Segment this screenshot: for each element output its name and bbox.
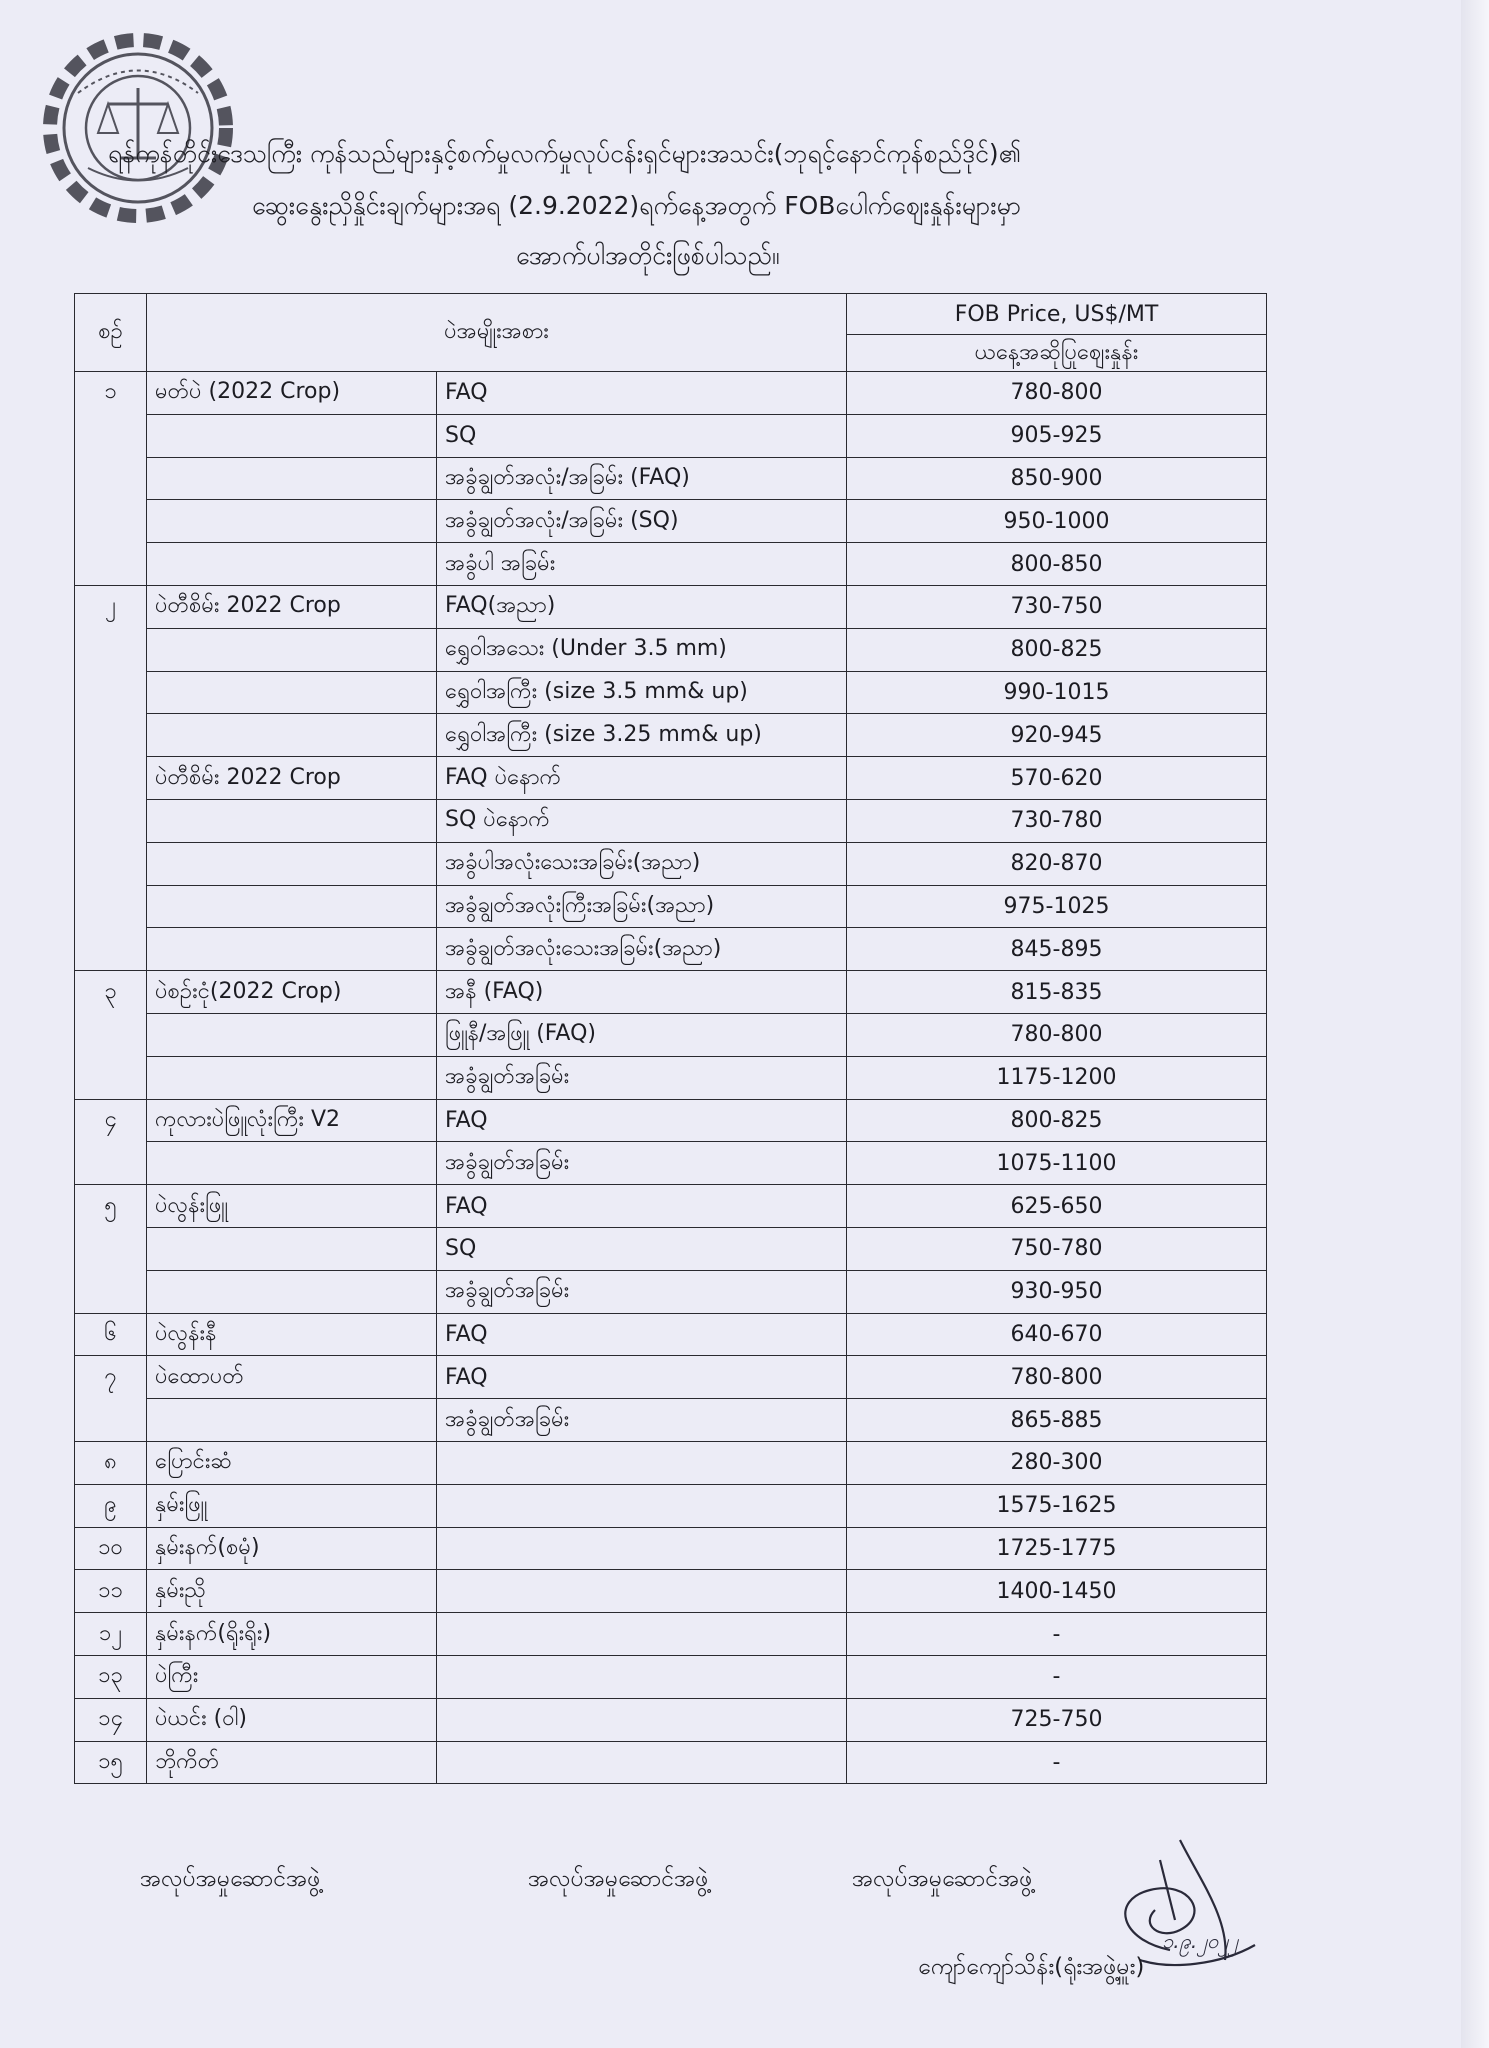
table-row	[75, 543, 1267, 586]
row-serial-number	[75, 628, 147, 671]
table-row	[75, 1441, 1267, 1484]
row-price: 640-670	[847, 1313, 1267, 1356]
row-grade	[437, 1527, 847, 1570]
table-row	[75, 1698, 1267, 1741]
table-row	[75, 628, 1267, 671]
row-bean-name	[147, 1399, 437, 1442]
footer-committee-label-2: အလုပ်အမှုဆောင်အဖွဲ့	[528, 1866, 709, 1892]
row-bean-name: ပဲထောပတ်	[147, 1356, 437, 1399]
row-grade: ရွှေဝါအသေး (Under 3.5 mm)	[437, 628, 847, 671]
row-price: 820-870	[847, 842, 1267, 885]
row-bean-name: ပဲလွန်းနီ	[147, 1313, 437, 1356]
row-price: 725-750	[847, 1698, 1267, 1741]
table-row	[75, 971, 1267, 1014]
row-serial-number: ၂	[75, 585, 147, 628]
row-bean-name: ပဲတီစိမ်း 2022 Crop	[147, 585, 437, 628]
price-table-body	[75, 372, 1267, 1784]
row-bean-name	[147, 842, 437, 885]
row-serial-number	[75, 671, 147, 714]
row-price: 730-780	[847, 799, 1267, 842]
table-row	[75, 1613, 1267, 1656]
row-price: -	[847, 1655, 1267, 1698]
row-serial-number	[75, 1227, 147, 1270]
row-price: 865-885	[847, 1399, 1267, 1442]
row-grade	[437, 1570, 847, 1613]
header-line-1: ရန်ကုန်တိုင်းဒေသကြီး ကုန်သည်များနှင့်စက်မှုလက်မှုလုပ်ငန်းရှင်များအသင်း(ဘုရင့်နောင်ကုန်စည်ဒိုင်)၏	[108, 139, 1021, 168]
row-price: 845-895	[847, 928, 1267, 971]
row-bean-name	[147, 457, 437, 500]
row-grade: FAQ	[437, 1313, 847, 1356]
row-grade: အခွံချွတ်အခြမ်း	[437, 1270, 847, 1313]
row-serial-number: ၃	[75, 971, 147, 1014]
row-bean-name	[147, 1227, 437, 1270]
row-grade: SQ	[437, 414, 847, 457]
row-grade: ရွှေဝါအကြီး (size 3.25 mm& up)	[437, 714, 847, 757]
row-price: 570-620	[847, 757, 1267, 800]
row-price: 850-900	[847, 457, 1267, 500]
row-bean-name: ကုလားပဲဖြူလုံးကြီး V2	[147, 1099, 437, 1142]
row-price: 1400-1450	[847, 1570, 1267, 1613]
row-grade: FAQ	[437, 1099, 847, 1142]
footer-committee-label-1: အလုပ်အမှုဆောင်အဖွဲ့	[140, 1866, 321, 1892]
row-grade	[437, 1741, 847, 1784]
row-serial-number	[75, 928, 147, 971]
row-bean-name: ပဲလွန်းဖြူ	[147, 1185, 437, 1228]
row-price: 1175-1200	[847, 1056, 1267, 1099]
row-serial-number	[75, 457, 147, 500]
row-price: 800-850	[847, 543, 1267, 586]
header-fob-price: FOB Price, US$/MT	[847, 294, 1267, 335]
row-bean-name: နှမ်းနက်(စမုံ)	[147, 1527, 437, 1570]
row-bean-name: နှမ်းနက်(ရိုးရိုး)	[147, 1613, 437, 1656]
fob-price-table	[74, 293, 1267, 1784]
row-serial-number: ၄	[75, 1099, 147, 1142]
table-row	[75, 1484, 1267, 1527]
row-price: 780-800	[847, 372, 1267, 415]
table-row	[75, 757, 1267, 800]
row-serial-number: ၉	[75, 1484, 147, 1527]
header-line-2: ဆွေးနွေးညှိနှိုင်းချက်များအရ (2.9.2022)ရက်နေ့အတွက် FOBပေါက်ဈေးနှုန်းများမှာ	[252, 191, 1022, 220]
table-row	[75, 1099, 1267, 1142]
row-serial-number: ၁၂	[75, 1613, 147, 1656]
row-bean-name	[147, 885, 437, 928]
row-price: 950-1000	[847, 500, 1267, 543]
row-price: 930-950	[847, 1270, 1267, 1313]
row-grade: ဖြူနီ/အဖြူ (FAQ)	[437, 1013, 847, 1056]
signer-name: ကျော်ကျော်သိန်း(ရုံးအဖွဲ့မှူး)	[918, 1954, 1145, 1980]
row-bean-name: ပဲကြီး	[147, 1655, 437, 1698]
table-row	[75, 885, 1267, 928]
row-price: 815-835	[847, 971, 1267, 1014]
table-row	[75, 1227, 1267, 1270]
row-price: 730-750	[847, 585, 1267, 628]
row-serial-number	[75, 1013, 147, 1056]
row-price: 920-945	[847, 714, 1267, 757]
row-grade	[437, 1698, 847, 1741]
header-line-3: အောက်ပါအတိုင်းဖြစ်ပါသည်။	[516, 241, 780, 270]
row-bean-name	[147, 1013, 437, 1056]
table-row	[75, 928, 1267, 971]
row-grade: FAQ(အညာ)	[437, 585, 847, 628]
row-serial-number: ၁	[75, 372, 147, 415]
row-serial-number	[75, 1142, 147, 1185]
row-serial-number	[75, 714, 147, 757]
row-serial-number: ၈	[75, 1441, 147, 1484]
row-price: 990-1015	[847, 671, 1267, 714]
header-bean-type: ပဲအမျိုးအစား	[147, 294, 847, 372]
table-row	[75, 414, 1267, 457]
row-grade: FAQ	[437, 1185, 847, 1228]
row-price: -	[847, 1613, 1267, 1656]
row-serial-number	[75, 500, 147, 543]
row-bean-name: ပဲတီစိမ်း 2022 Crop	[147, 757, 437, 800]
table-row	[75, 372, 1267, 415]
table-row	[75, 1270, 1267, 1313]
row-price: 800-825	[847, 1099, 1267, 1142]
row-bean-name	[147, 671, 437, 714]
row-grade	[437, 1655, 847, 1698]
row-price: 780-800	[847, 1356, 1267, 1399]
row-grade: FAQ	[437, 1356, 847, 1399]
row-bean-name: ပြောင်းဆံ	[147, 1441, 437, 1484]
table-row	[75, 842, 1267, 885]
row-bean-name	[147, 1142, 437, 1185]
row-price: 800-825	[847, 628, 1267, 671]
row-serial-number: ၁၀	[75, 1527, 147, 1570]
row-bean-name: နှမ်းညို	[147, 1570, 437, 1613]
row-price: 975-1025	[847, 885, 1267, 928]
row-bean-name	[147, 628, 437, 671]
row-grade: FAQ ပဲနောက်	[437, 757, 847, 800]
table-row	[75, 585, 1267, 628]
row-bean-name: မတ်ပဲ (2022 Crop)	[147, 372, 437, 415]
row-grade: အခွံပါအလုံးသေးအခြမ်း(အညာ)	[437, 842, 847, 885]
row-bean-name	[147, 928, 437, 971]
row-serial-number	[75, 414, 147, 457]
row-price: 1725-1775	[847, 1527, 1267, 1570]
row-grade: SQ ပဲနောက်	[437, 799, 847, 842]
row-price: 1075-1100	[847, 1142, 1267, 1185]
page-edge	[1461, 0, 1489, 2048]
row-bean-name	[147, 500, 437, 543]
row-grade	[437, 1441, 847, 1484]
row-serial-number: ၁၄	[75, 1698, 147, 1741]
row-grade	[437, 1484, 847, 1527]
row-serial-number	[75, 757, 147, 800]
table-row	[75, 1142, 1267, 1185]
row-bean-name	[147, 799, 437, 842]
table-row	[75, 1013, 1267, 1056]
row-price: 750-780	[847, 1227, 1267, 1270]
table-row	[75, 1056, 1267, 1099]
table-row	[75, 1527, 1267, 1570]
row-price: 1575-1625	[847, 1484, 1267, 1527]
row-bean-name: နှမ်းဖြူ	[147, 1484, 437, 1527]
row-grade	[437, 1613, 847, 1656]
table-row	[75, 1741, 1267, 1784]
footer-committee-label-3: အလုပ်အမှုဆောင်အဖွဲ့	[852, 1866, 1033, 1892]
table-row	[75, 1356, 1267, 1399]
row-grade: အခွံချွတ်အလုံးသေးအခြမ်း(အညာ)	[437, 928, 847, 971]
row-bean-name	[147, 1270, 437, 1313]
row-price: -	[847, 1741, 1267, 1784]
row-bean-name	[147, 543, 437, 586]
row-serial-number: ၇	[75, 1356, 147, 1399]
row-grade: အခွံချွတ်အလုံး/အခြမ်း (FAQ)	[437, 457, 847, 500]
row-price: 780-800	[847, 1013, 1267, 1056]
row-serial-number	[75, 1399, 147, 1442]
row-grade: အခွံချွတ်အလုံးကြီးအခြမ်း(အညာ)	[437, 885, 847, 928]
row-serial-number: ၁၅	[75, 1741, 147, 1784]
row-bean-name	[147, 1056, 437, 1099]
row-grade: အခွံချွတ်အခြမ်း	[437, 1056, 847, 1099]
signature-date: ၁.၉.၂၀၂၂	[1162, 1929, 1238, 1953]
row-bean-name: ပဲစဉ်းငုံ(2022 Crop)	[147, 971, 437, 1014]
row-grade: အခွံချွတ်အခြမ်း	[437, 1399, 847, 1442]
row-serial-number: ၁၁	[75, 1570, 147, 1613]
row-price: 625-650	[847, 1185, 1267, 1228]
table-row	[75, 457, 1267, 500]
row-bean-name: ဘိုကိတ်	[147, 1741, 437, 1784]
header-serial-number: စဉ်	[75, 294, 147, 372]
row-grade: အခွံပါ အခြမ်း	[437, 543, 847, 586]
table-row	[75, 1313, 1267, 1356]
row-price: 905-925	[847, 414, 1267, 457]
row-bean-name: ပဲယင်း (ဝါ)	[147, 1698, 437, 1741]
row-grade: အခွံချွတ်အခြမ်း	[437, 1142, 847, 1185]
row-serial-number	[75, 1270, 147, 1313]
table-row	[75, 714, 1267, 757]
row-serial-number	[75, 1056, 147, 1099]
table-row	[75, 1570, 1267, 1613]
row-serial-number	[75, 885, 147, 928]
table-row	[75, 500, 1267, 543]
row-bean-name	[147, 414, 437, 457]
row-grade: FAQ	[437, 372, 847, 415]
row-grade: ရွှေဝါအကြီး (size 3.5 mm& up)	[437, 671, 847, 714]
table-row	[75, 799, 1267, 842]
table-row	[75, 1655, 1267, 1698]
row-serial-number: ၅	[75, 1185, 147, 1228]
row-grade: အနီ (FAQ)	[437, 971, 847, 1014]
association-seal-icon	[28, 18, 248, 238]
row-price: 280-300	[847, 1441, 1267, 1484]
header-proposed-price: ယနေ့အဆိုပြုဈေးနှုန်း	[847, 335, 1267, 372]
row-bean-name	[147, 714, 437, 757]
row-serial-number: ၁၃	[75, 1655, 147, 1698]
table-row	[75, 1399, 1267, 1442]
row-serial-number	[75, 842, 147, 885]
table-row	[75, 1185, 1267, 1228]
row-serial-number	[75, 799, 147, 842]
row-grade: အခွံချွတ်အလုံး/အခြမ်း (SQ)	[437, 500, 847, 543]
row-serial-number: ၆	[75, 1313, 147, 1356]
row-serial-number	[75, 543, 147, 586]
row-grade: SQ	[437, 1227, 847, 1270]
table-row	[75, 671, 1267, 714]
